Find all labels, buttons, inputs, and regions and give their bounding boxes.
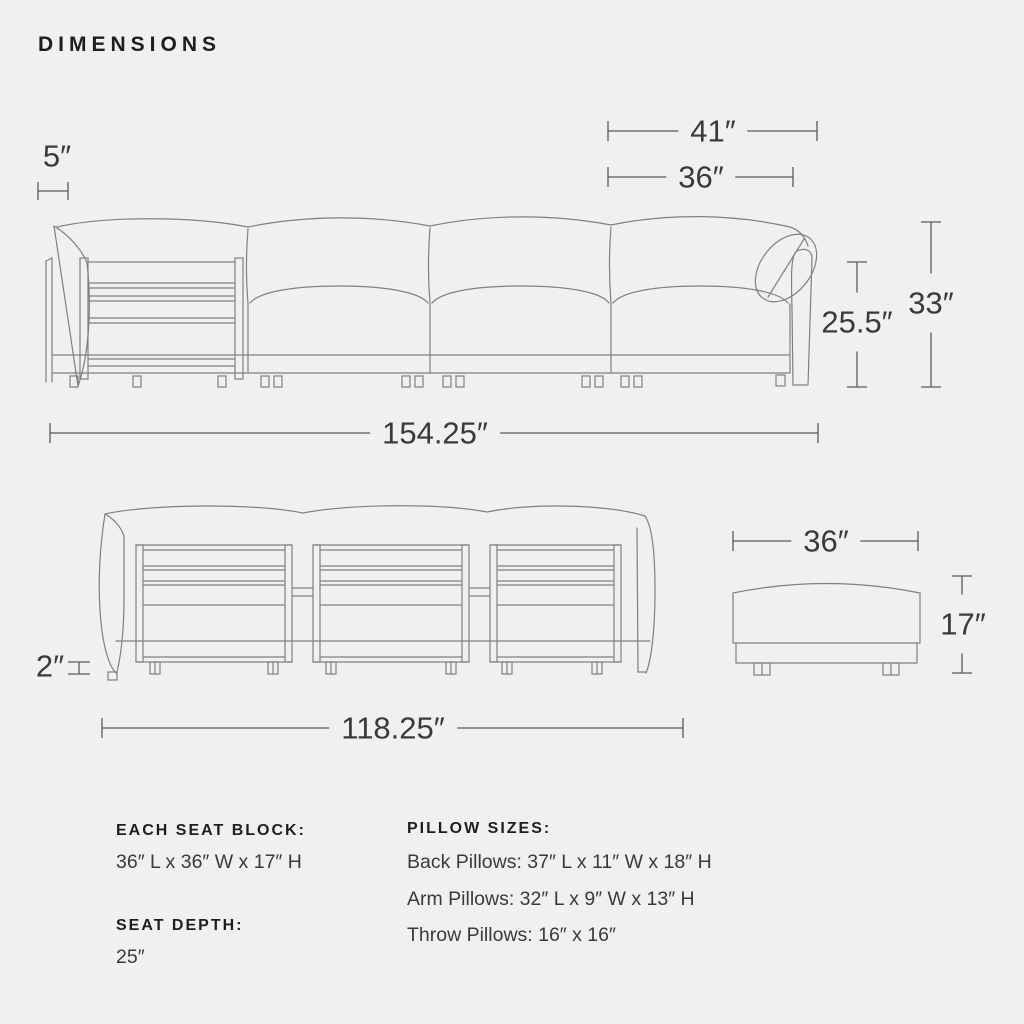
pillow-sizes-heading: PILLOW SIZES: — [407, 820, 552, 837]
front-legs — [70, 375, 785, 387]
back-frame-1 — [136, 545, 292, 662]
dim-label-ottoman-width: 36″ — [791, 526, 860, 557]
dim-line-leg-height — [68, 662, 90, 674]
back-frame-2 — [313, 545, 469, 662]
dim-label-overall-height: 33″ — [908, 274, 953, 333]
dim-label-ottoman-height: 17″ — [940, 595, 985, 654]
back-legs — [150, 662, 602, 674]
dim-label-overall-width: 154.25″ — [370, 418, 500, 449]
pillow-size-back: Back Pillows: 37″ L x 11″ W x 18″ H — [407, 851, 712, 873]
seat-depth-heading: SEAT DEPTH: — [116, 917, 244, 934]
ottoman-drawing — [733, 584, 920, 676]
front-seat-cushion-2 — [432, 286, 609, 303]
front-base-lines — [52, 355, 790, 373]
seat-block-value: 36″ L x 36″ W x 17″ H — [116, 851, 302, 873]
dim-label-overall-depth: 118.25″ — [329, 713, 457, 744]
ottoman-body — [733, 593, 920, 643]
dim-label-arm-front-width: 5″ — [42, 138, 72, 174]
bolster-pillow — [743, 223, 829, 314]
front-seat-cushion-1 — [250, 286, 428, 303]
seat-depth-value: 25″ — [116, 946, 145, 968]
dim-label-leg-height: 2″ — [35, 648, 65, 684]
ottoman-legs — [754, 663, 899, 675]
front-right-arm — [792, 249, 812, 385]
front-back-cushion-top — [57, 217, 808, 246]
back-right-arm-wedge — [637, 516, 655, 673]
back-module-connectors — [292, 588, 490, 596]
front-seat-dividers — [248, 303, 790, 373]
back-frame-3 — [490, 545, 621, 662]
front-back-pillow-seams — [247, 227, 612, 303]
pillow-size-throw: Throw Pillows: 16″ x 16″ — [407, 924, 616, 946]
dim-label-seat-with-arm-width: 41″ — [678, 116, 747, 147]
pillow-size-arm: Arm Pillows: 32″ L x 9″ W x 13″ H — [407, 888, 695, 910]
ottoman-base — [736, 643, 917, 663]
front-corner-back-wedge — [54, 226, 89, 386]
back-cushion-top — [105, 506, 645, 516]
sofa-front-view-drawing — [46, 217, 829, 387]
back-left-corner-wedge — [99, 514, 124, 673]
dimension-lines — [35, 121, 972, 738]
front-corner-frame — [80, 258, 243, 379]
sofa-back-view-drawing — [99, 506, 655, 680]
front-left-side-panel — [46, 258, 52, 382]
seat-block-heading: EACH SEAT BLOCK: — [116, 822, 306, 839]
dim-label-seat-width: 36″ — [666, 162, 735, 193]
front-seat-cushion-3 — [613, 286, 788, 303]
page-title: DIMENSIONS — [38, 33, 222, 56]
dim-label-seat-back-height: 25.5″ — [821, 293, 892, 352]
dim-line-arm-front-width — [38, 182, 68, 200]
ottoman-cushion-top — [733, 584, 920, 594]
